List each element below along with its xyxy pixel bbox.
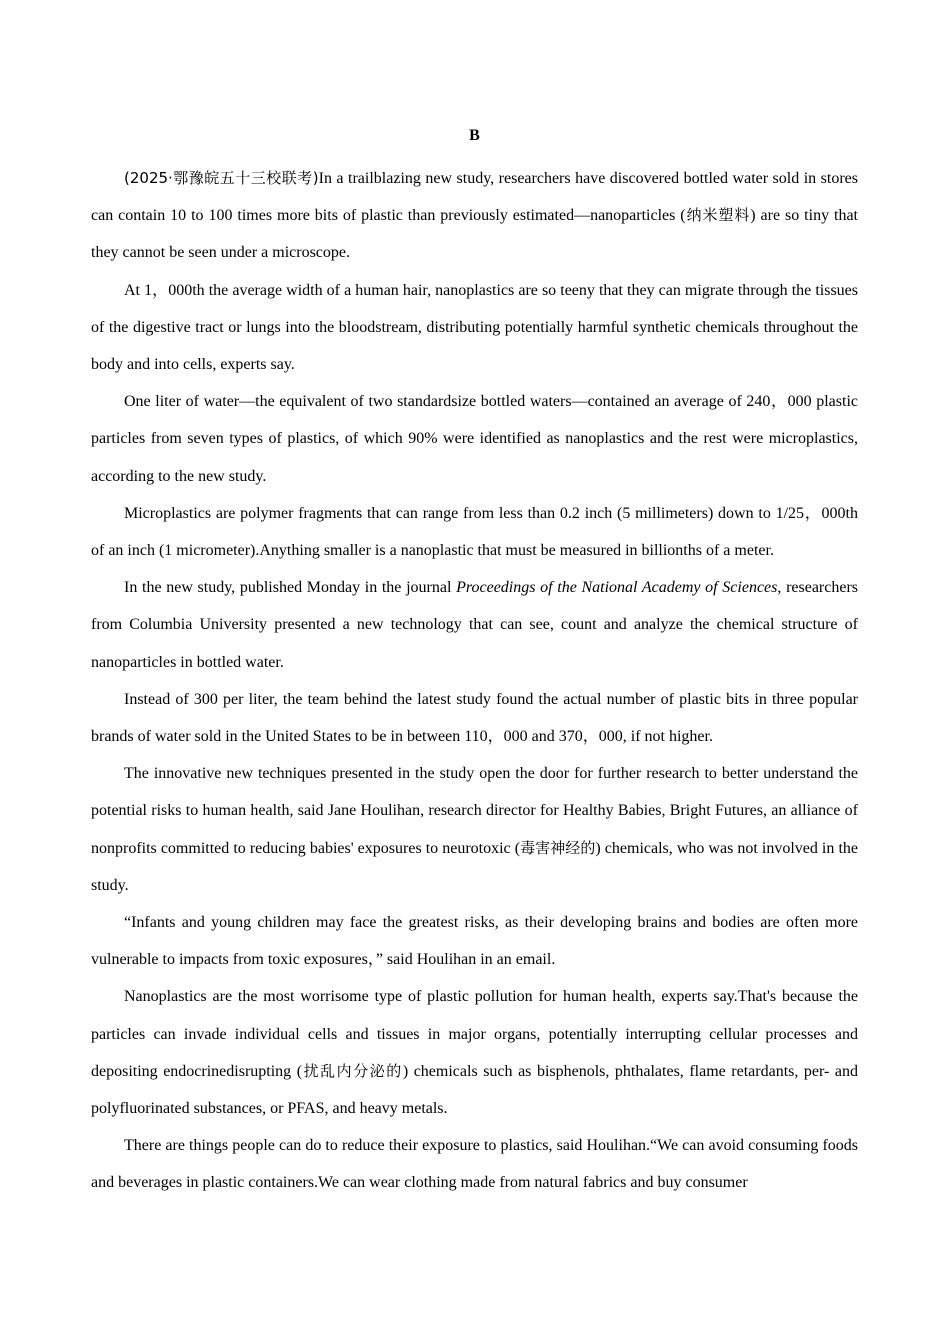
source-tag: (2025·鄂豫皖五十三校联考) xyxy=(124,169,319,187)
paragraph-7: The innovative new techniques presented in the study open the door for further research to better understand the potential risks to human health, said Jane Houlihan, research director for Healthy Babies, Bright Futures, an alliance of nonprofits committed to reducing babies' exposures to neurotoxic (毒害神经的) chemicals, who was not involved in the study. xyxy=(91,765,858,894)
paragraph-5: In the new study, published Monday in the journal Proceedings of the National Academy of Sciences, researchers from Columbia University presented a new technology that can see, count and analyze the chemical structure of nanoparticles in bottled water. xyxy=(91,579,859,671)
paragraph-10: There are things people can do to reduce their exposure to plastics, said Houlihan.“We can avoid consuming foods and beverages in plastic containers.We can wear clothing made from natural fabrics and buy consumer xyxy=(91,1137,858,1192)
paragraph-1: (2025·鄂豫皖五十三校联考)In a trailblazing new study, researchers have discovered bottled water sold in stores can contain 10 to 100 times more bits of plastic than previously estimated—nanoparticles (纳米塑料) are so tiny that they cannot be seen under a microscope. xyxy=(91,169,858,262)
section-heading: B xyxy=(469,127,480,144)
paragraph-9: Nanoplastics are the most worrisome type of plastic pollution for human health, experts say.That's because the particles can invade individual cells and tissues in major organs, potentially interrupting cellular processes and depositing endocrinedisrupting (扰乱内分泌的) chemicals such as bisphenols, phthalates, flame retardants, per- and polyfluorinated substances, or PFAS, and heavy metals. xyxy=(91,988,858,1118)
paragraph-8: “Infants and young children may face the greatest risks, as their developing brains and bodies are often more vulnerable to impacts from toxic exposures，” said Houlihan in an email. xyxy=(91,914,858,969)
chinese-gloss: 纳米塑料 xyxy=(685,206,751,225)
paragraph-4: Microplastics are polymer fragments that can range from less than 0.2 inch (5 millimeters) down to 1/25，000th of an inch (1 micrometer).Anything smaller is a nanoplastic that must be measured in billionths of a meter. xyxy=(91,504,858,560)
paragraph-3: One liter of water—the equivalent of two standardsize bottled waters—contained an average of 240，000 plastic particles from seven types of plastics, of which 90% were identified as nanoplastics and the rest were microplastics, according to the new study. xyxy=(91,393,858,485)
chinese-gloss: 扰乱内分泌的 xyxy=(302,1061,403,1080)
journal-title: Proceedings of the National Academy of Sciences xyxy=(456,579,778,597)
paragraph-6: Instead of 300 per liter, the team behind the latest study found the actual number of plastic bits in three popular brands of water sold in the United States to be in between 110，000 and 370，000, if not higher. xyxy=(91,690,858,746)
chinese-gloss: 毒害神经的 xyxy=(520,838,596,857)
paragraph-2: At 1，000th the average width of a human hair, nanoplastics are so teeny that they can migrate through the tissues of the digestive tract or lungs into the bloodstream, distributing potentially harmful synthetic chemicals throughout the body and into cells, experts say. xyxy=(91,281,858,374)
